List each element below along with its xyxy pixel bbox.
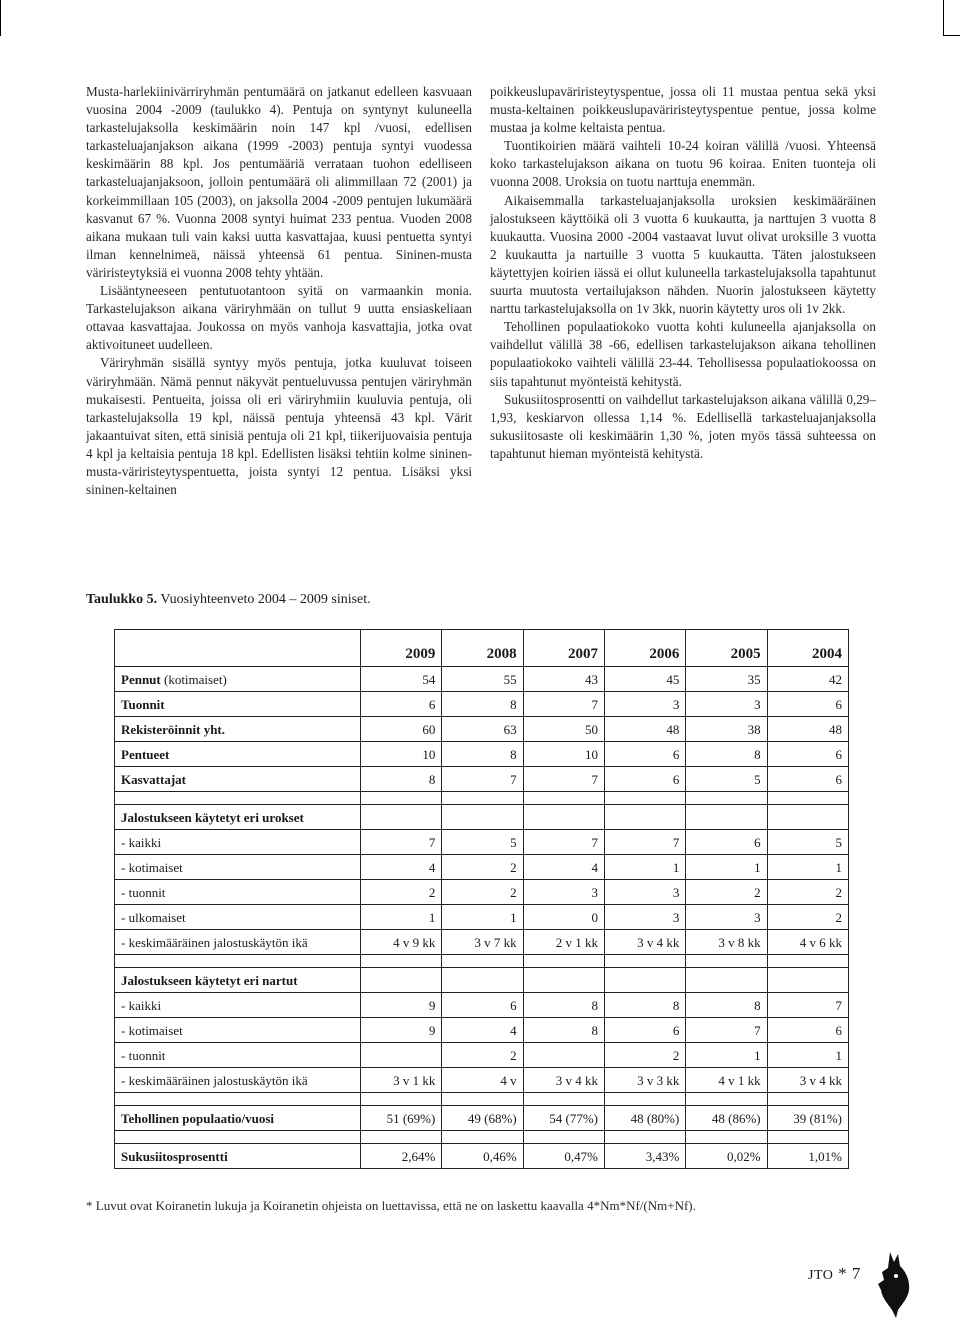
right-col-paragraph: Tehollinen populaatiokoko vuotta kohti kuluneella ajanjaksolla on vaihdellut välillä 38 -66, edellisen tarkastelujakson aikana tehollinen populaatiokoko vaihteli välillä 23-44. Tehollisessa populaatiokoossa on siis tapahtunut myönteistä kehitystä.: [490, 319, 876, 389]
value-cell: [361, 968, 442, 993]
value-cell: 7: [523, 830, 604, 855]
spacer-cell: [686, 792, 767, 805]
value-cell: 7: [686, 1018, 767, 1043]
value-cell: 8: [442, 692, 523, 717]
spacer-cell: [361, 792, 442, 805]
summary-table: [114, 629, 849, 1169]
table-spacer-row: [115, 1093, 849, 1106]
value-cell: 8: [604, 993, 685, 1018]
value-cell: 10: [523, 742, 604, 767]
value-cell: 1: [686, 1043, 767, 1068]
year-header: 2005: [686, 630, 767, 667]
left-col-paragraph: Väriryhmän sisällä syntyy myös pentuja, jotka kuuluvat toiseen väriryhmään. Nämä pennut näkyvät pentueluvussa pentujen väriryhmän mukaisesti. Pentueita, joissa oli eri väriryhmiin kuuluvia pentuja, oli tarkastelujaksolla 19 kpl, näissä pentuja yhteensä 43 kpl. Värit jakaantuivat siten, että sinisiä pentuja oli 21 kpl, tiikerijuovaisia pentuja 4 kpl ja keltaisia pentuja 18 kpl. Edellisten lisäksi tehtiin kolme sininen-musta-väriristeytyspentuetta, joista syntyi 12 pentua. Lisäksi yksi sininen-keltainen: [86, 355, 472, 498]
table-row: [115, 1106, 849, 1131]
row-label: [115, 968, 361, 993]
row-label-bold: Pentueet: [121, 747, 170, 762]
left-col-paragraph: Lisääntyneeseen pentutuotantoon syitä on varmaankin monia. Tarkastelujakson aikana väriryhmään on tullut 9 uutta ensiaskeliaan ottavaa kasvattajaa. Joukossa on myös vanhoja kasvattajia, jotka ovat aktivoituneet uudelleen.: [86, 283, 472, 353]
table-caption: [86, 592, 371, 608]
year-header: 2008: [442, 630, 523, 667]
value-cell: 5: [767, 830, 848, 855]
value-cell: 42: [767, 667, 848, 692]
row-label: [115, 667, 361, 692]
row-label-text: - tuonnit: [121, 885, 166, 900]
row-label: [115, 1043, 361, 1068]
table-row: [115, 905, 849, 930]
value-cell: 9: [361, 993, 442, 1018]
value-cell: 10: [361, 742, 442, 767]
table-spacer-row: [115, 955, 849, 968]
row-label: [115, 1106, 361, 1131]
value-cell: 63: [442, 717, 523, 742]
right-col-paragraph: Tuontikoirien määrä vaihteli 10-24 koiran välillä /vuosi. Yhteensä koko tarkastelujakson aikana on tuotu 96 koiraa. Eniten tuonteja oli vuonna 2008. Uroksia on tuotu narttuja enemmän.: [490, 138, 876, 190]
spacer-cell: [767, 955, 848, 968]
value-cell: 0,47%: [523, 1144, 604, 1169]
spacer-cell: [442, 1093, 523, 1106]
value-cell: 2: [442, 880, 523, 905]
table-row: [115, 1043, 849, 1068]
value-cell: 35: [686, 667, 767, 692]
spacer-cell: [442, 792, 523, 805]
right-col-paragraph: Aikaisemmalla tarkasteluajanjaksolla uroksien keskimääräinen jalostukseen käyttöikä oli 3 vuotta 6 kuukautta, ja narttujen 3 vuotta 8 kuukautta. Vuosina 2000 -2004 vastaavat luvut olivat uroksille 3 vuotta 2 kuukautta ja nartuille 3 vuotta 5 kuukautta. Täten jalostukseen käytettyjen koirien iässä ei ollut kuluneella tarkastelujaksolla tapahtunut suurta muutosta vertailujakson nähden. Nuorin jalostukseen käytetty narttu tarkastelujaksolla on 1v 3kk, nuorin käytetty uros oli 1v 2kk.: [490, 192, 876, 317]
row-label: [115, 1144, 361, 1169]
spacer-cell: [523, 955, 604, 968]
spacer-cell: [686, 1131, 767, 1144]
value-cell: [767, 968, 848, 993]
spacer-cell: [767, 1093, 848, 1106]
row-label-bold: Kasvattajat: [121, 772, 186, 787]
value-cell: [442, 968, 523, 993]
row-label-text: - ulkomaiset: [121, 910, 186, 925]
crop-mark-top-right-h: [943, 35, 960, 36]
table-spacer-row: [115, 792, 849, 805]
value-cell: 51 (69%): [361, 1106, 442, 1131]
row-label-bold: Pennut: [121, 672, 161, 687]
table-row: [115, 830, 849, 855]
spacer-cell: [604, 1131, 685, 1144]
table-row: [115, 767, 849, 792]
spacer-cell: [361, 955, 442, 968]
value-cell: 8: [686, 993, 767, 1018]
value-cell: 48: [767, 717, 848, 742]
value-cell: 5: [442, 830, 523, 855]
value-cell: 2: [686, 880, 767, 905]
spacer-cell: [115, 1093, 361, 1106]
value-cell: 49 (68%): [442, 1106, 523, 1131]
value-cell: 5: [686, 767, 767, 792]
value-cell: 6: [361, 692, 442, 717]
value-cell: 1: [767, 855, 848, 880]
row-label: [115, 880, 361, 905]
value-cell: 3 v 4 kk: [523, 1068, 604, 1093]
value-cell: 3: [604, 880, 685, 905]
row-label: [115, 767, 361, 792]
table-row: [115, 930, 849, 955]
value-cell: 7: [442, 767, 523, 792]
table-row: [115, 968, 849, 993]
spacer-cell: [604, 1093, 685, 1106]
row-label-text: - keskimääräinen jalostuskäytön ikä: [121, 1073, 308, 1088]
spacer-cell: [523, 792, 604, 805]
row-label-bold: Tehollinen populaatio/vuosi: [121, 1111, 275, 1126]
value-cell: 0: [523, 905, 604, 930]
year-header: 2006: [604, 630, 685, 667]
row-label-bold: Jalostukseen käytetyt eri nartut: [121, 973, 298, 988]
value-cell: 43: [523, 667, 604, 692]
table-row: [115, 742, 849, 767]
row-label-bold: Jalostukseen käytetyt eri urokset: [121, 810, 304, 825]
value-cell: 3 v 8 kk: [686, 930, 767, 955]
value-cell: 2 v 1 kk: [523, 930, 604, 955]
table-row: [115, 717, 849, 742]
value-cell: 3 v 1 kk: [361, 1068, 442, 1093]
spacer-cell: [686, 1093, 767, 1106]
table-row: [115, 880, 849, 905]
value-cell: [523, 1043, 604, 1068]
value-cell: 48: [604, 717, 685, 742]
value-cell: [767, 805, 848, 830]
value-cell: 1: [442, 905, 523, 930]
row-label: [115, 930, 361, 955]
value-cell: 4: [523, 855, 604, 880]
spacer-cell: [604, 955, 685, 968]
value-cell: 48 (80%): [604, 1106, 685, 1131]
table-row: [115, 805, 849, 830]
value-cell: 6: [604, 767, 685, 792]
value-cell: 4 v 6 kk: [767, 930, 848, 955]
row-label: [115, 805, 361, 830]
value-cell: 8: [523, 1018, 604, 1043]
value-cell: 0,02%: [686, 1144, 767, 1169]
spacer-cell: [767, 1131, 848, 1144]
value-cell: 3 v 4 kk: [604, 930, 685, 955]
row-label-text: - kotimaiset: [121, 1023, 183, 1038]
value-cell: 6: [604, 1018, 685, 1043]
value-cell: 60: [361, 717, 442, 742]
right-col-paragraph: poikkeuslupaväriristeytyspentue, jossa oli 11 mustaa pentua sekä yksi musta-keltainen poikkeuslupaväriristeytyspentue pentue, jossa kolme mustaa ja kolme keltaista pentua.: [490, 84, 876, 136]
row-label-text: - kaikki: [121, 835, 162, 850]
value-cell: 3: [604, 905, 685, 930]
value-cell: [604, 805, 685, 830]
value-cell: 38: [686, 717, 767, 742]
value-cell: 2,64%: [361, 1144, 442, 1169]
value-cell: 6: [442, 993, 523, 1018]
spacer-cell: [604, 792, 685, 805]
value-cell: 4 v: [442, 1068, 523, 1093]
value-cell: 3: [523, 880, 604, 905]
table-row: [115, 1068, 849, 1093]
row-label-text: - kaikki: [121, 998, 162, 1013]
right-column: [490, 83, 876, 499]
value-cell: 8: [361, 767, 442, 792]
table-row: [115, 692, 849, 717]
body-text: [86, 83, 876, 499]
row-label-bold: Tuonnit: [121, 697, 165, 712]
value-cell: 2: [767, 905, 848, 930]
value-cell: 3: [604, 692, 685, 717]
value-cell: 3 v 3 kk: [604, 1068, 685, 1093]
value-cell: 4 v 9 kk: [361, 930, 442, 955]
row-label-bold: Rekisteröinnit yht.: [121, 722, 225, 737]
value-cell: 2: [361, 880, 442, 905]
value-cell: 2: [604, 1043, 685, 1068]
value-cell: [361, 1043, 442, 1068]
table-row: [115, 1018, 849, 1043]
value-cell: 8: [686, 742, 767, 767]
value-cell: [361, 805, 442, 830]
spacer-cell: [442, 1131, 523, 1144]
value-cell: 2: [442, 1043, 523, 1068]
value-cell: 2: [767, 880, 848, 905]
value-cell: 1,01%: [767, 1144, 848, 1169]
value-cell: 7: [361, 830, 442, 855]
value-cell: 1: [767, 1043, 848, 1068]
row-label-text: - tuonnit: [121, 1048, 166, 1063]
value-cell: 2: [442, 855, 523, 880]
value-cell: 8: [523, 993, 604, 1018]
footer-brand: JTO: [808, 1268, 834, 1283]
value-cell: 4: [361, 855, 442, 880]
table-row: [115, 667, 849, 692]
value-cell: 1: [604, 855, 685, 880]
value-cell: 6: [767, 767, 848, 792]
row-label: [115, 993, 361, 1018]
page-footer: [808, 1264, 861, 1284]
table-header-row: [115, 630, 849, 667]
caption-text: Vuosiyhteenveto 2004 – 2009 siniset.: [157, 592, 371, 607]
spacer-cell: [115, 792, 361, 805]
row-label: [115, 692, 361, 717]
year-header: 2007: [523, 630, 604, 667]
value-cell: 9: [361, 1018, 442, 1043]
row-label-text: - keskimääräinen jalostuskäytön ikä: [121, 935, 308, 950]
table-row: [115, 855, 849, 880]
row-label: [115, 717, 361, 742]
value-cell: 1: [361, 905, 442, 930]
value-cell: 4: [442, 1018, 523, 1043]
spacer-cell: [442, 955, 523, 968]
value-cell: 6: [767, 742, 848, 767]
value-cell: [686, 968, 767, 993]
value-cell: 3: [686, 905, 767, 930]
row-label-text: (kotimaiset): [160, 672, 227, 687]
crop-mark-top-left: [0, 0, 1, 36]
value-cell: 54: [361, 667, 442, 692]
row-label: [115, 830, 361, 855]
left-col-paragraph: Musta-harlekiinivärriryhmän pentumäärä on jatkanut edelleen kasvuaan vuosina 2004 -2009 (taulukko 4). Pentuja on syntynyt kuluneella tarkastelujaksolla keskimäärin noin 147 kpl /vuosi, edellisen tarkasteluajanjakson aikana (1999 -2003) pentuja syntyi vuodessa keskimäärin 88 kpl. Jos pentumääriä verrataan tuohon edelliseen tarkasteluajanjaksoon, jolloin pentumäärä oli alimmillaan 72 (2001) ja korkeimmillaan 105 (2003), on jaksolla 2004 -2009 pentujen lukumäärä kasvanut 67 %. Vuonna 2008 syntyi huimat 233 pentua. Vuoden 2008 aikana mukaan tuli vain kaksi uutta kasvattajaa, kuusi pentuetta syntyi ilman kennelnimeä, näissä yhteensä 61 pentua. Sininen-musta väriristeytyksiä ei vuonna 2008 tehty yhtään.: [86, 84, 472, 280]
row-label-bold: Sukusiitosprosentti: [121, 1149, 228, 1164]
value-cell: 4 v 1 kk: [686, 1068, 767, 1093]
value-cell: 55: [442, 667, 523, 692]
footer-separator: *: [838, 1264, 848, 1283]
row-label: [115, 905, 361, 930]
row-label: [115, 1068, 361, 1093]
value-cell: [686, 805, 767, 830]
value-cell: 8: [442, 742, 523, 767]
value-cell: [442, 805, 523, 830]
row-label: [115, 742, 361, 767]
value-cell: 50: [523, 717, 604, 742]
value-cell: 6: [767, 692, 848, 717]
value-cell: [523, 805, 604, 830]
table-spacer-row: [115, 1131, 849, 1144]
value-cell: 7: [523, 692, 604, 717]
value-cell: 6: [767, 1018, 848, 1043]
crop-mark-top-right: [943, 0, 944, 36]
value-cell: 3,43%: [604, 1144, 685, 1169]
table-row: [115, 993, 849, 1018]
spacer-cell: [361, 1131, 442, 1144]
page-number: 7: [851, 1264, 861, 1283]
value-cell: [523, 968, 604, 993]
spacer-cell: [115, 955, 361, 968]
value-cell: 0,46%: [442, 1144, 523, 1169]
value-cell: 39 (81%): [767, 1106, 848, 1131]
caption-label: Taulukko 5.: [86, 592, 158, 607]
spacer-cell: [523, 1131, 604, 1144]
value-cell: 48 (86%): [686, 1106, 767, 1131]
right-col-paragraph: Sukusiitosprosentti on vaihdellut tarkastelujakson aikana välillä 0,29–1,93, keskiarvon ollessa 1,14 %. Edellisellä tarkasteluajanjaksolla sukusiitosaste oli keskimäärin 1,30 %, joten myös tässä suhteessa on tapahtunut hieman myönteistä kehitystä.: [490, 391, 876, 461]
value-cell: 7: [523, 767, 604, 792]
spacer-cell: [361, 1093, 442, 1106]
row-label: [115, 1018, 361, 1043]
header-blank-cell: [115, 630, 361, 667]
left-column: [86, 83, 472, 499]
table-row: [115, 1144, 849, 1169]
year-header: 2004: [767, 630, 848, 667]
spacer-cell: [523, 1093, 604, 1106]
row-label-text: - kotimaiset: [121, 860, 183, 875]
value-cell: 3 v 4 kk: [767, 1068, 848, 1093]
value-cell: [604, 968, 685, 993]
dog-head-logo-icon: [876, 1250, 914, 1320]
row-label: [115, 855, 361, 880]
footnote: * Luvut ovat Koiranetin lukuja ja Koiranetin ohjeista on luettavissa, että ne on laskettu kaavalla 4*Nm*Nf/(Nm+Nf).: [86, 1198, 696, 1213]
value-cell: 45: [604, 667, 685, 692]
value-cell: 6: [604, 742, 685, 767]
value-cell: 3: [686, 692, 767, 717]
value-cell: 7: [604, 830, 685, 855]
year-header: 2009: [361, 630, 442, 667]
value-cell: 1: [686, 855, 767, 880]
value-cell: 7: [767, 993, 848, 1018]
value-cell: 6: [686, 830, 767, 855]
value-cell: 54 (77%): [523, 1106, 604, 1131]
value-cell: 3 v 7 kk: [442, 930, 523, 955]
spacer-cell: [686, 955, 767, 968]
spacer-cell: [767, 792, 848, 805]
spacer-cell: [115, 1131, 361, 1144]
